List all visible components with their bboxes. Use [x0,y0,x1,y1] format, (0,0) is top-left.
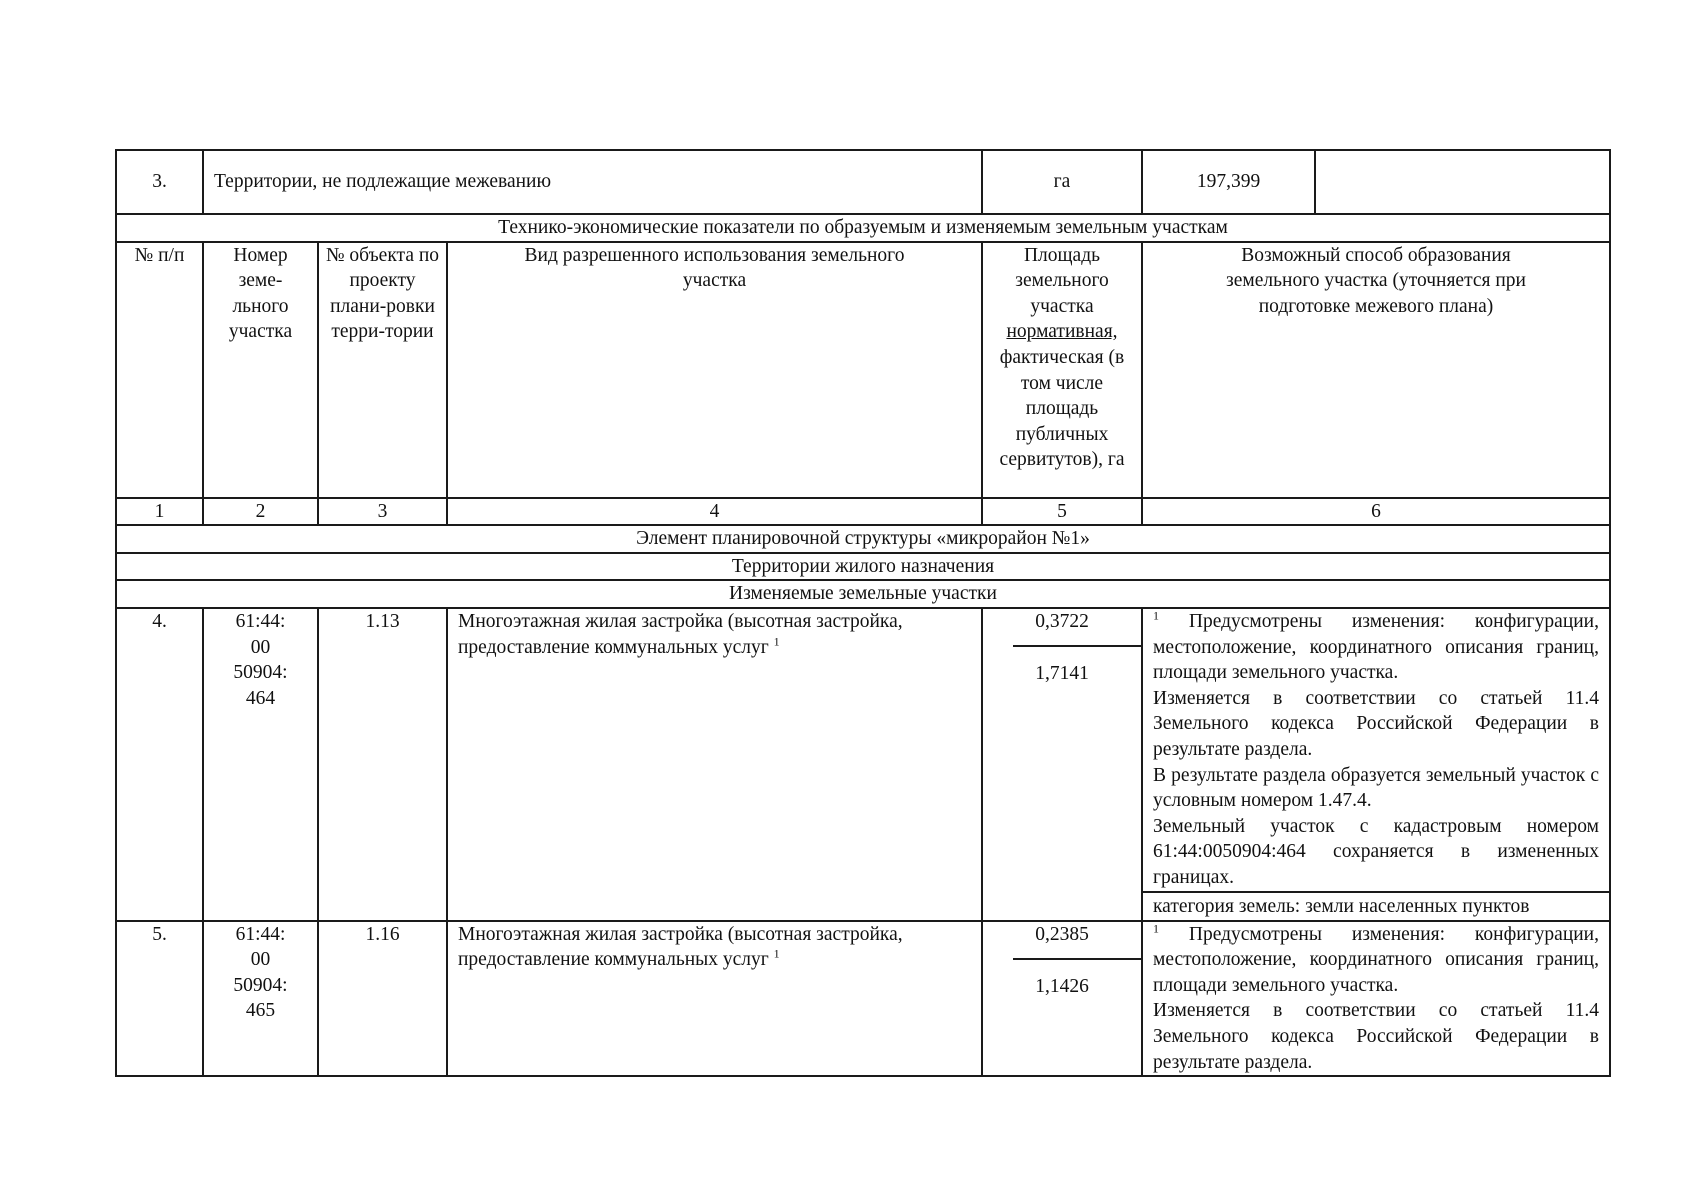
row-value: 197,399 [1142,150,1315,214]
header-col-1: № п/п [116,242,203,498]
note-footnote: 1 [1153,921,1159,936]
area-cell [982,608,1142,921]
column-number: 3 [318,498,447,526]
cadastral-line: 50904: [233,974,288,996]
usage-text: Многоэтажная жилая застройка (высотная застройка, предоставление коммунальных услуг [458,610,903,658]
area-normative: 0,2385 [1035,923,1089,945]
cadastral-number [203,608,318,921]
table-row [116,608,1610,921]
group-changed: Изменяемые земельные участки [116,580,1610,608]
formation-method [1142,608,1610,921]
header-col-5 [982,242,1142,498]
header-col-5-a: Площадь земельного участка [1015,244,1109,317]
usage-type [447,608,982,921]
cadastral-line: 61:44: [235,923,286,945]
column-number: 4 [447,498,982,526]
cadastral-line: 00 [250,636,271,658]
usage-text: Многоэтажная жилая застройка (высотная застройка, предоставление коммунальных услуг [458,923,903,971]
header-col-6-text: Возможный способ образования земельного участка (уточняется при подготовке межевого плана) [1226,244,1526,317]
row-number: 3. [116,150,203,214]
object-number: 1.13 [318,608,447,921]
group-row [116,525,1610,553]
header-col-6 [1142,242,1610,498]
land-plots-table [115,149,1611,1077]
column-number: 6 [1142,498,1610,526]
note-text: Изменяется в соответствии со статьей 11.4 Земельного кодекса Российской Федерации в результате раздела. [1153,687,1599,760]
object-number: 1.16 [318,921,447,1077]
usage-footnote: 1 [773,634,780,649]
row-number: 4. [116,608,203,921]
cadastral-number [203,921,318,1077]
note-footnote: 1 [1153,608,1159,623]
column-numbers-row [116,498,1610,526]
header-col-3: № объекта по проекту плани-ровки терри-тории [318,242,447,498]
usage-footnote: 1 [773,946,780,961]
area-normative: 0,3722 [1035,610,1089,632]
row-extra [1315,150,1610,214]
group-territory: Территории жилого назначения [116,553,1610,581]
note-text: Земельный участок с кадастровым номером 61:44:0050904:464 сохраняется в измененных границах. [1153,815,1599,888]
cadastral-line: 00 [250,949,271,971]
summary-row [116,150,1610,214]
row-name: Территории, не подлежащие межеванию [203,150,982,214]
header-col-5-c: фактическая (в том числе площадь публичных сервитутов), га [999,346,1125,471]
cadastral-line: 50904: [233,662,288,684]
note-text: Предусмотрены изменения: конфигурации, местоположение, координатного описания границ, площади земельного участка. [1153,610,1599,684]
column-number: 2 [203,498,318,526]
note-text: В результате раздела образуется земельный участок с условным номером 1.47.4. [1153,764,1599,812]
land-category: категория земель: земли населенных пунктов [1143,891,1609,920]
cadastral-line: 465 [245,1000,276,1022]
column-number: 1 [116,498,203,526]
section-title: Технико-экономические показатели по образуемым и изменяемым земельным участкам [116,214,1610,242]
note-text: Изменяется в соответствии со статьей 11.4 Земельного кодекса Российской Федерации в результате раздела. [1153,1000,1599,1073]
group-element: Элемент планировочной структуры «микрорайон №1» [116,525,1610,553]
table-row [116,921,1610,1077]
area-actual: 1,7141 [1035,662,1089,684]
section-title-row [116,214,1610,242]
area-actual: 1,1426 [1035,975,1089,997]
row-unit: га [982,150,1142,214]
group-row [116,580,1610,608]
header-col-4-text: Вид разрешенного использования земельного участка [524,244,905,292]
header-col-2-text: Номер земе-льного участка [228,244,293,343]
header-col-2 [203,242,318,498]
cadastral-line: 464 [245,687,276,709]
formation-method [1142,921,1610,1077]
column-number: 5 [982,498,1142,526]
usage-type [447,921,982,1077]
group-row [116,553,1610,581]
area-cell [982,921,1142,1077]
header-col-5-b: нормативная, [1006,321,1118,343]
row-number: 5. [116,921,203,1077]
cadastral-line: 61:44: [235,610,286,632]
header-col-4 [447,242,982,498]
header-row [116,242,1610,498]
note-text: Предусмотрены изменения: конфигурации, местоположение, координатного описания границ, площади земельного участка. [1153,923,1599,996]
